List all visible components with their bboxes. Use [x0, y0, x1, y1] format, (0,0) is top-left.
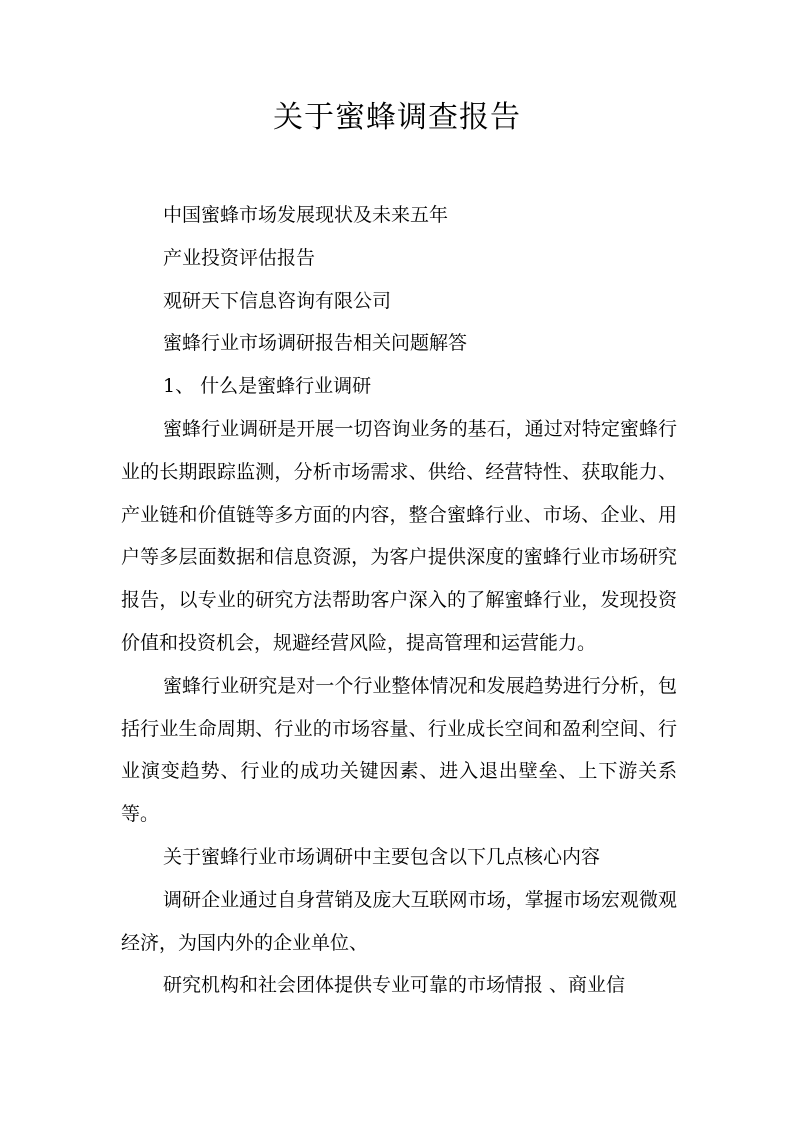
- paragraph-industry-research-scope: 蜜蜂行业研究是对一个行业整体情况和发展趋势进行分析，包括行业生命周期、行业的市场容量、行业成长空间和盈利空间、行业演变趋势、行业的成功关键因素、进入退出壁垒、上下游关系等。: [121, 674, 677, 826]
- header-line-report-subtitle: 产业投资评估报告: [163, 246, 316, 269]
- document-title: 关于蜜蜂调查报告: [273, 100, 521, 135]
- paragraph-research-companies: 调研企业通过自身营销及庞大互联网市场，掌握市场宏观微观经济，为国内外的企业单位、: [121, 888, 677, 954]
- paragraph-core-content-intro: 关于蜜蜂行业市场调研中主要包含以下几点核心内容: [163, 845, 601, 868]
- section-heading-1: 1、 什么是蜜蜂行业调研: [163, 375, 372, 398]
- paragraph-industry-research-definition: 蜜蜂行业调研是开展一切咨询业务的基石，通过对特定蜜蜂行业的长期跟踪监测，分析市场需求、供给、经营特性、获取能力、产业链和价值链等多方面的内容，整合蜜蜂行业、市场、企业、用户等多层面数据和信息资源，为客户提供深度的蜜蜂行业市场研究报告，以专业的研究方法帮助客户深入的了解蜜蜂行业，发现投资价值和投资机会，规避经营风险，提高管理和运营能力。: [121, 417, 677, 654]
- header-line-company: 观研天下信息咨询有限公司: [163, 289, 392, 312]
- paragraph-research-institutions: 研究机构和社会团体提供专业可靠的市场情报 、商业信: [163, 974, 626, 997]
- header-line-report-name: 中国蜜蜂市场发展现状及未来五年: [163, 204, 449, 226]
- header-line-faq-title: 蜜蜂行业市场调研报告相关问题解答: [163, 332, 468, 355]
- document-body: [121, 194, 677, 1007]
